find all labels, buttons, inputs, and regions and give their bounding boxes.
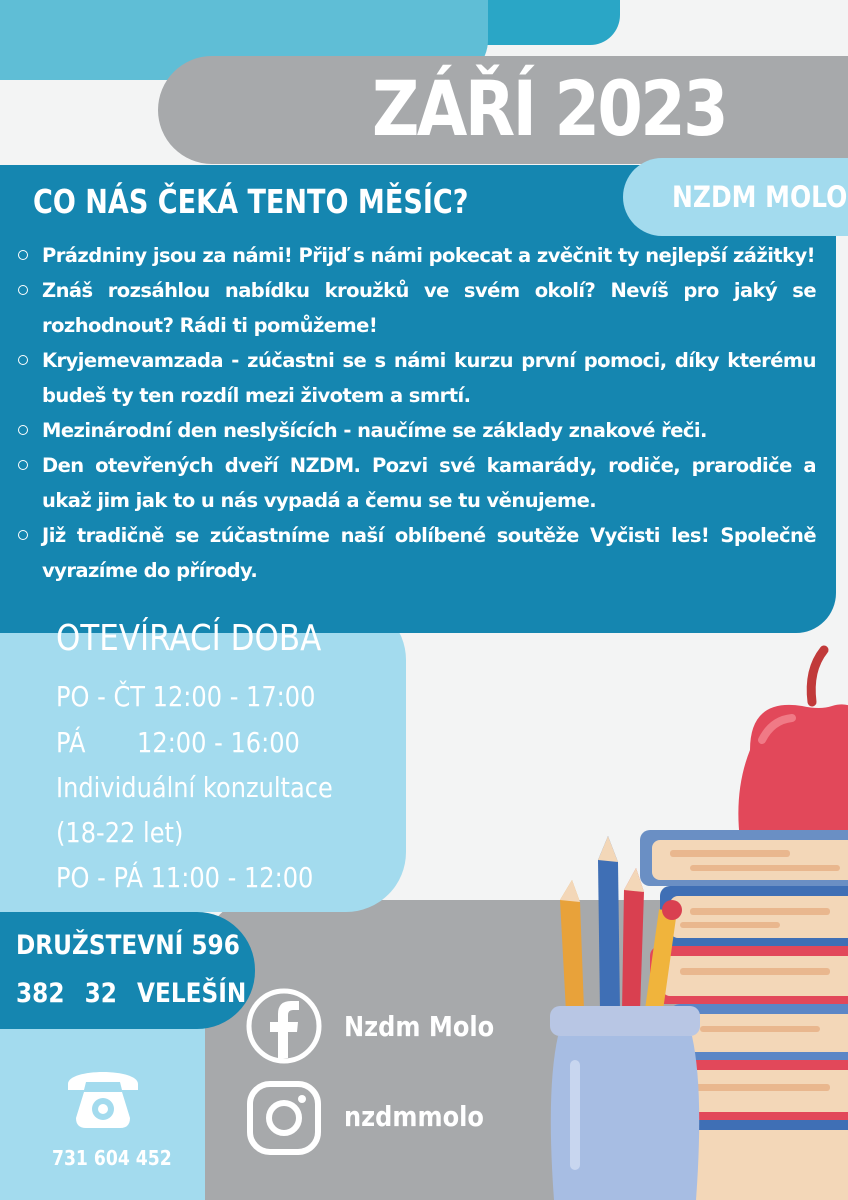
address-city: 382 32 VELEŠÍN <box>16 978 247 1009</box>
hours-row-age: (18-22 let) <box>56 816 184 849</box>
list-item-text: Znáš rozsáhlou nabídku kroužků ve svém okolí? Nevíš pro jaký se rozhodnout? Rádi ti pomůžeme! <box>42 279 816 337</box>
organization-tag: NZDM MOLO <box>672 180 848 214</box>
hours-row-consult-time: PO - PÁ 11:00 - 12:00 <box>56 861 314 894</box>
list-item-text: Prázdniny jsou za námi! Přijď s námi pokecat a zvěčnit ty nejlepší zážitky! <box>42 244 816 267</box>
bullet-icon <box>18 285 28 295</box>
list-item-text: Již tradičně se zúčastníme naší oblíbené soutěže Vyčisti les! Společně vyrazíme do přírody. <box>42 524 816 582</box>
hours-time: 12:00 - 16:00 <box>137 726 300 759</box>
list-item <box>16 518 816 588</box>
phone-number[interactable]: 731 604 452 <box>52 1146 172 1170</box>
bullet-icon <box>18 250 28 260</box>
list-item-text: Kryjemevamzada - zúčastni se s námi kurzu první pomoci, díky kterému budeš ty ten rozdíl mezi životem a smrtí. <box>42 349 816 407</box>
list-item-text: Den otevřených dveří NZDM. Pozvi své kamarády, rodiče, prarodiče a ukaž jim jak to u nás vypadá a čemu se tu věnujeme. <box>42 454 816 512</box>
bullet-icon <box>18 460 28 470</box>
instagram-icon[interactable] <box>246 1080 322 1156</box>
hours-row-consult: Individuální konzultace <box>56 771 333 804</box>
address-street: DRUŽSTEVNÍ 596 <box>16 930 240 961</box>
jar-icon <box>550 1006 700 1200</box>
list-item <box>16 238 816 273</box>
hours-row-fri <box>56 726 300 759</box>
list-item-text: Mezinárodní den neslyšících - naučíme se základy znakové řeči. <box>42 419 707 442</box>
bullet-icon <box>18 530 28 540</box>
bullet-icon <box>18 355 28 365</box>
apple-icon <box>738 650 848 840</box>
list-item <box>16 448 816 518</box>
instagram-link[interactable]: nzdmmolo <box>344 1100 484 1133</box>
page-title: ZÁŘÍ 2023 <box>372 64 727 153</box>
list-item <box>16 413 816 448</box>
hours-row-mon-thu: PO - ČT 12:00 - 17:00 <box>56 680 316 713</box>
facebook-link[interactable]: Nzdm Molo <box>344 1010 495 1043</box>
books-pencils-illustration <box>540 640 848 1200</box>
facebook-icon[interactable] <box>246 988 322 1064</box>
list-item <box>16 343 816 413</box>
bullet-icon <box>18 425 28 435</box>
list-item <box>16 273 816 343</box>
events-list <box>16 238 816 588</box>
telephone-icon <box>62 1058 144 1132</box>
hours-heading: OTEVÍRACÍ DOBA <box>56 618 322 659</box>
events-heading: CO NÁS ČEKÁ TENTO MĚSÍC? <box>33 182 469 221</box>
hours-day: PÁ <box>56 726 86 759</box>
